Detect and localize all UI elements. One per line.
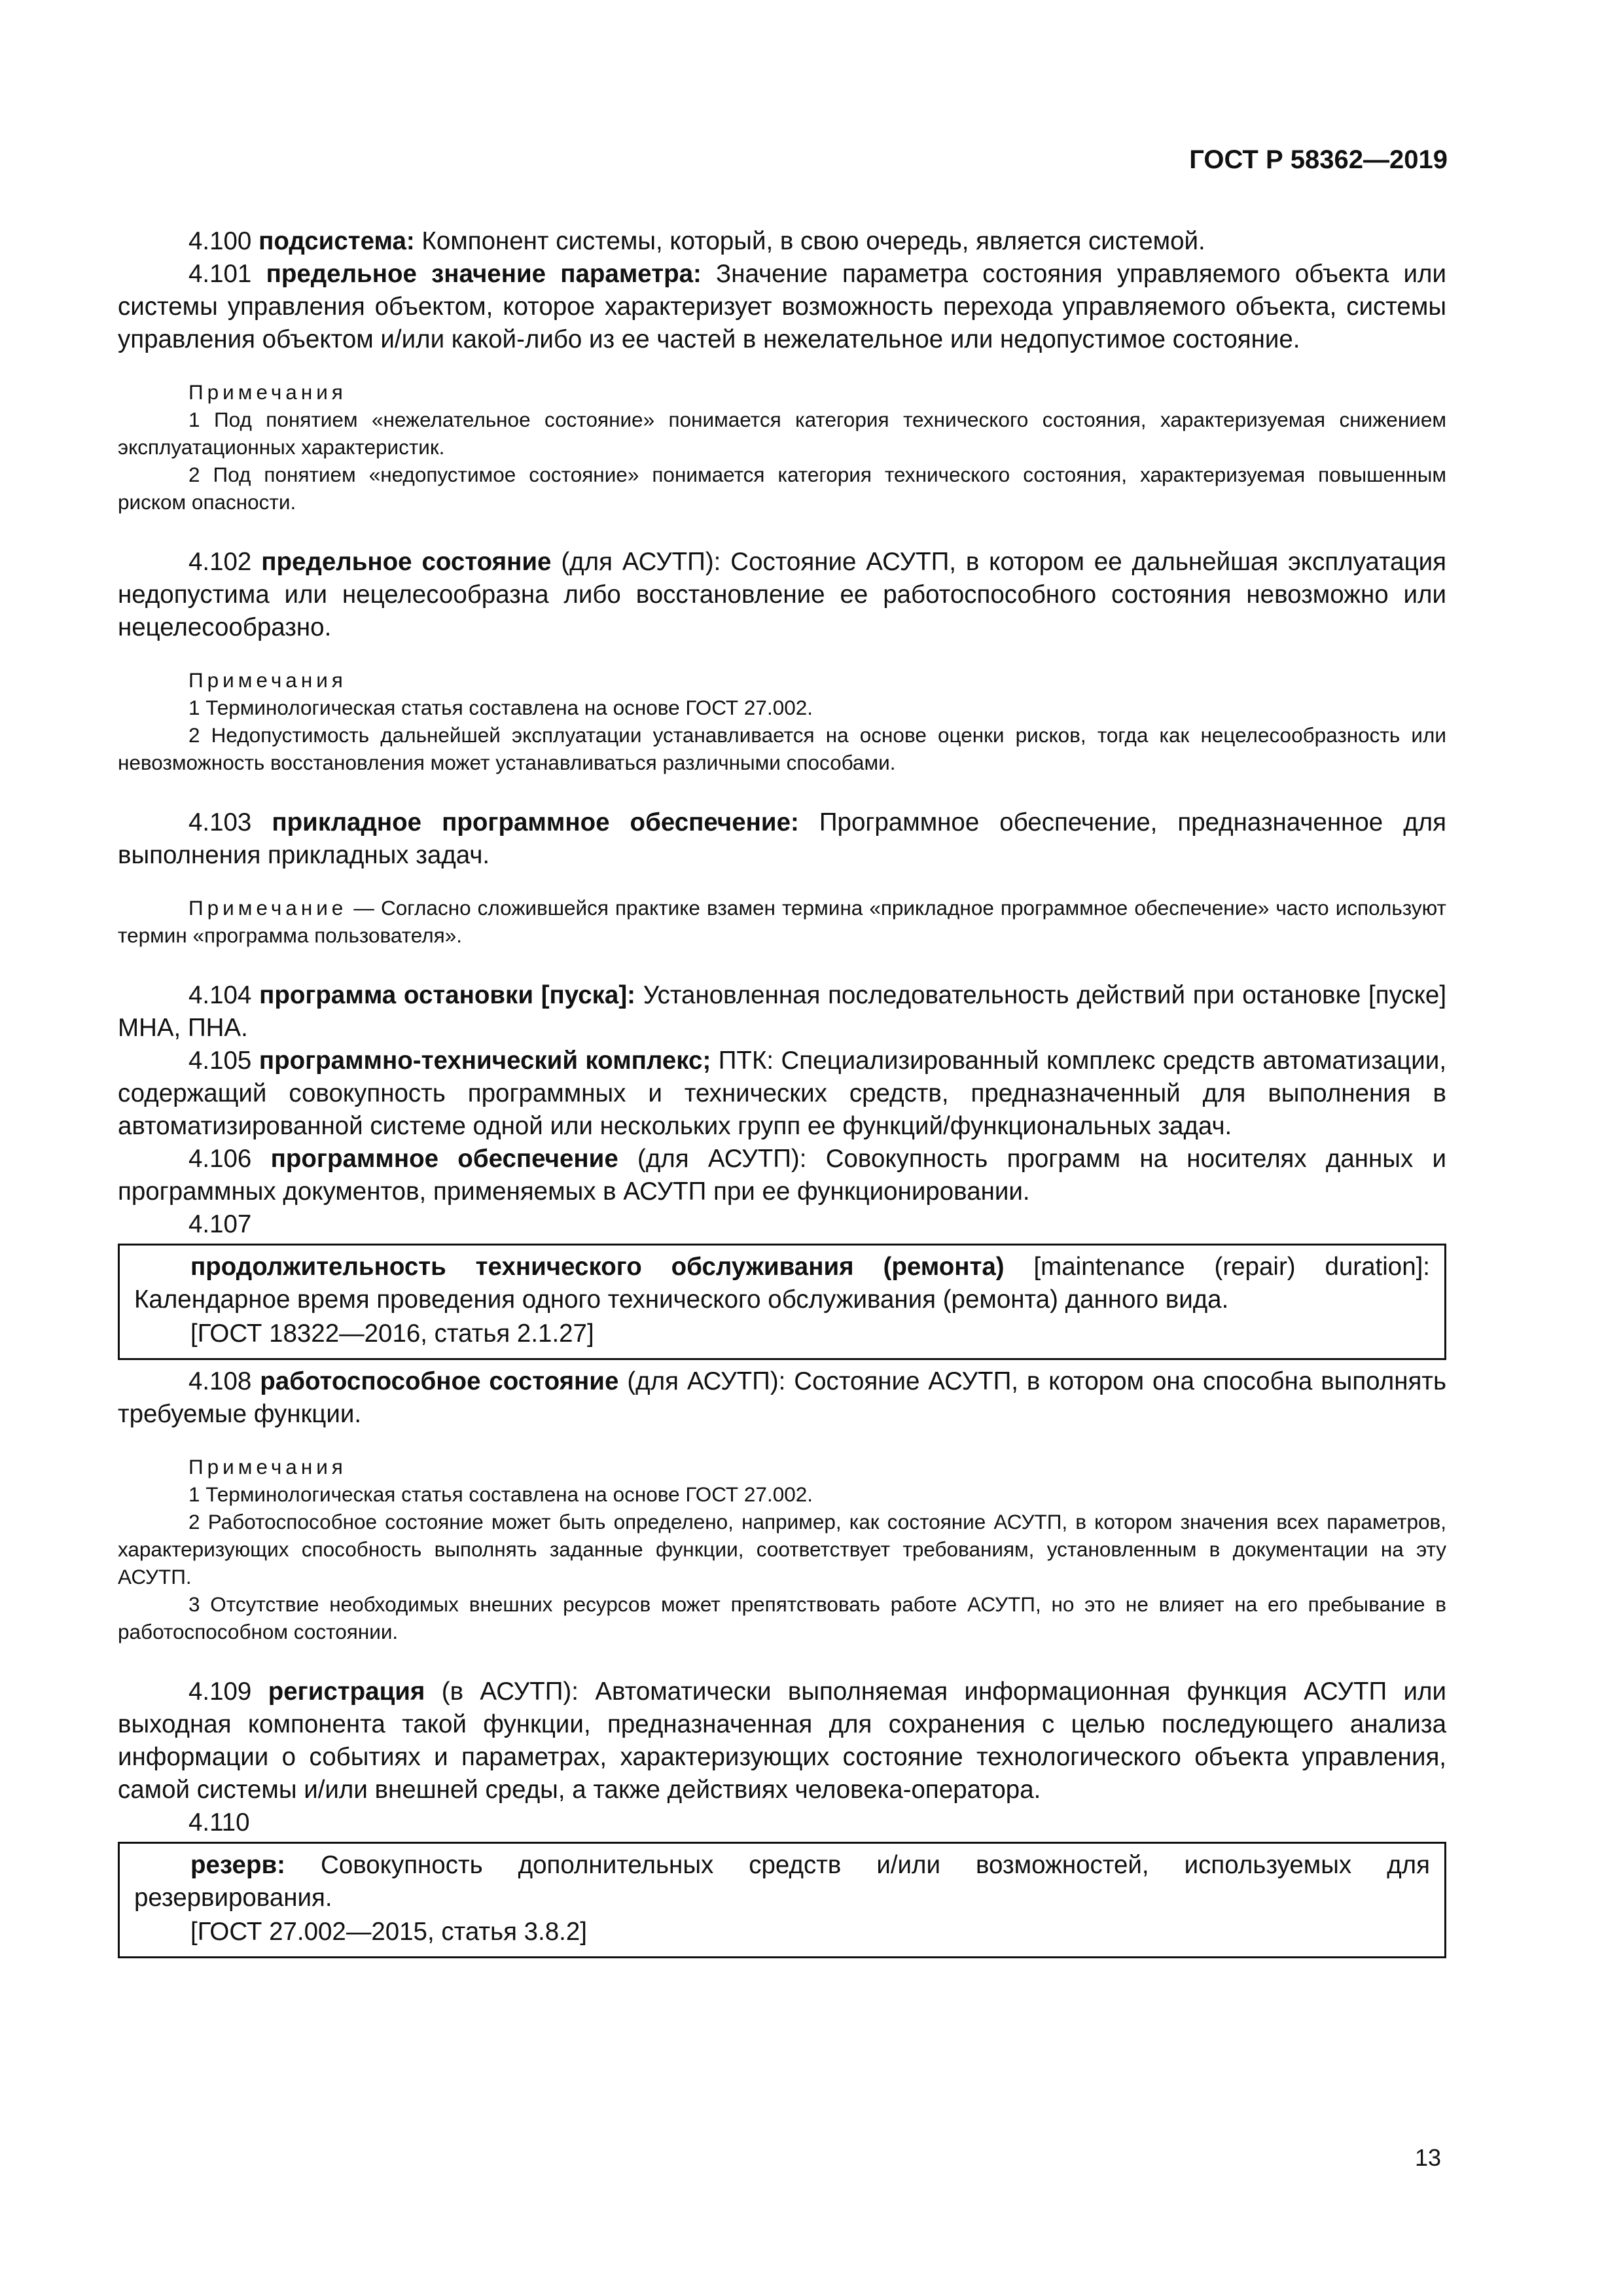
note-text: — Согласно сложившейся практике взамен термина «прикладное программное обеспечение» часто используют термин «программа пользователя». bbox=[118, 896, 1446, 947]
entry-definition: Совокупность дополнительных средств и/или возможностей, используемых для резервирования. bbox=[134, 1851, 1430, 1912]
entry-4-107 bbox=[134, 1251, 1430, 1316]
source-citation: [ГОСТ 27.002—2015, статья 3.8.2] bbox=[190, 1918, 587, 1946]
note-item: 2 Работоспособное состояние может быть определено, например, как состояние АСУТП, в котором значения всех параметров, характеризующих способность выполнять заданные функции, соответствует требованиям, установленным в документации на эту АСУТП. bbox=[118, 1510, 1446, 1588]
entry-definition: Установленная последовательность действий при остановке [пуске] МНА, ПНА. bbox=[118, 981, 1447, 1042]
notes-heading: Примечания bbox=[188, 1455, 347, 1479]
entry-definition: Компонент системы, который, в свою очередь, является системой. bbox=[421, 227, 1205, 255]
quoted-definition-box-4-107 bbox=[118, 1244, 1446, 1360]
entry-term: предельное значение параметра: bbox=[266, 260, 702, 288]
entry-number-4-107: 4.107 bbox=[188, 1210, 252, 1238]
entry-qualifier: (для АСУТП): bbox=[637, 1145, 807, 1173]
entry-4-104 bbox=[118, 979, 1446, 1045]
entry-number: 4.101 bbox=[188, 260, 252, 288]
entry-term: прикладное программное обеспечение: bbox=[272, 808, 799, 836]
note-item: 1 Терминологическая статья составлена на основе ГОСТ 27.002. bbox=[188, 1482, 813, 1506]
entry-term: предельное состояние bbox=[261, 548, 552, 576]
entry-4-103 bbox=[118, 806, 1446, 872]
notes-heading: Примечания bbox=[188, 668, 347, 692]
document-header: ГОСТ Р 58362—2019 bbox=[1189, 145, 1448, 174]
entry-qualifier: (для АСУТП): bbox=[627, 1367, 786, 1395]
note-item: 1 Терминологическая статья составлена на основе ГОСТ 27.002. bbox=[188, 696, 813, 719]
entry-term: программа остановки [пуска]: bbox=[259, 981, 635, 1009]
entry-number: 4.106 bbox=[188, 1145, 252, 1173]
entry-term: регистрация bbox=[268, 1677, 425, 1706]
entry-number: 4.109 bbox=[188, 1677, 252, 1706]
entry-term: резерв: bbox=[190, 1851, 285, 1879]
note-item: 2 Под понятием «недопустимое состояние» понимается категория технического состояния, характеризуемая повышенным риском опасности. bbox=[118, 463, 1446, 514]
entry-4-110 bbox=[134, 1849, 1430, 1914]
entry-definition: Состояние АСУТП, в котором ее дальнейшая эксплуатация недопустима или нецелесообразна либо восстановление ее работоспособного состояния невозможно или нецелесообразно. bbox=[118, 548, 1447, 641]
entry-term: подсистема: bbox=[259, 227, 415, 255]
entry-definition: Программное обеспечение, предназначенное для выполнения прикладных задач. bbox=[118, 808, 1446, 869]
entry-4-106 bbox=[118, 1143, 1446, 1208]
notes-4-108 bbox=[118, 1453, 1446, 1645]
entry-number: 4.108 bbox=[188, 1367, 252, 1395]
entry-definition: [maintenance (repair) duration]: Календарное время проведения одного технического обслуживания (ремонта) данного вида. bbox=[134, 1253, 1430, 1314]
entry-4-101 bbox=[118, 258, 1446, 356]
entry-definition: Совокупность программ на носителях данных и программных документов, применяемых в АСУТП при ее функционировании. bbox=[118, 1145, 1447, 1206]
page-number: 13 bbox=[1414, 2144, 1441, 2171]
entry-number-4-110: 4.110 bbox=[188, 1808, 250, 1837]
note-item: 2 Недопустимость дальнейшей эксплуатации устанавливается на основе оценки рисков, тогда как нецелесообразность или невозможность восстановления может устанавливаться различными способами. bbox=[118, 723, 1446, 774]
entry-definition: Значение параметра состояния управляемого объекта или системы управления объектом, которое характеризует возможность перехода управляемого объекта, системы управления объектом и/или какой-либо из ее частей в нежелательное или недопустимое состояние. bbox=[118, 260, 1447, 353]
notes-4-101 bbox=[118, 378, 1446, 516]
note-4-103 bbox=[118, 894, 1446, 949]
entry-term: продолжительность технического обслуживания (ремонта) bbox=[190, 1253, 1005, 1281]
entry-4-102 bbox=[118, 546, 1446, 644]
entry-4-100 bbox=[118, 225, 1446, 258]
note-heading: Примечание bbox=[188, 896, 348, 920]
entry-term: программное обеспечение bbox=[270, 1145, 618, 1173]
entry-qualifier: (для АСУТП): bbox=[561, 548, 721, 576]
entry-4-109 bbox=[118, 1676, 1446, 1806]
notes-heading: Примечания bbox=[188, 380, 347, 404]
entry-definition: Автоматически выполняемая информационная функция АСУТП или выходная компонента такой функции, предназначенная для сохранения с целью последующего анализа информации о событиях и параметрах, характеризующих состояние технологического объекта управления, самой системы и/или внешней среды, а также действиях человека-оператора. bbox=[118, 1677, 1447, 1804]
entry-number: 4.103 bbox=[188, 808, 252, 836]
entry-definition: ПТК: Специализированный комплекс средств автоматизации, содержащий совокупность программных и технических средств, предназначенный для выполнения в автоматизированной системе одной или нескольких групп ее функций/функциональных задач. bbox=[118, 1047, 1447, 1140]
quoted-definition-box-4-110 bbox=[118, 1842, 1446, 1958]
entry-number: 4.100 bbox=[188, 227, 252, 255]
note-item: 1 Под понятием «нежелательное состояние» понимается категория технического состояния, характеризуемая снижением эксплуатационных характеристик. bbox=[118, 408, 1446, 459]
entry-number: 4.105 bbox=[188, 1047, 252, 1075]
entry-4-108 bbox=[118, 1365, 1446, 1431]
source-citation: [ГОСТ 18322—2016, статья 2.1.27] bbox=[190, 1319, 594, 1348]
entry-4-105 bbox=[118, 1045, 1446, 1143]
entry-term: работоспособное состояние bbox=[260, 1367, 619, 1395]
document-body bbox=[118, 225, 1446, 1958]
note-item: 3 Отсутствие необходимых внешних ресурсов может препятствовать работе АСУТП, но это не влияет на его пребывание в работоспособном состоянии. bbox=[118, 1592, 1446, 1643]
notes-4-102 bbox=[118, 666, 1446, 776]
entry-number: 4.104 bbox=[188, 981, 252, 1009]
entry-definition: Состояние АСУТП, в котором она способна выполнять требуемые функции. bbox=[118, 1367, 1446, 1428]
entry-number: 4.102 bbox=[188, 548, 252, 576]
entry-qualifier: (в АСУТП): bbox=[441, 1677, 579, 1706]
entry-term: программно-технический комплекс; bbox=[259, 1047, 711, 1075]
